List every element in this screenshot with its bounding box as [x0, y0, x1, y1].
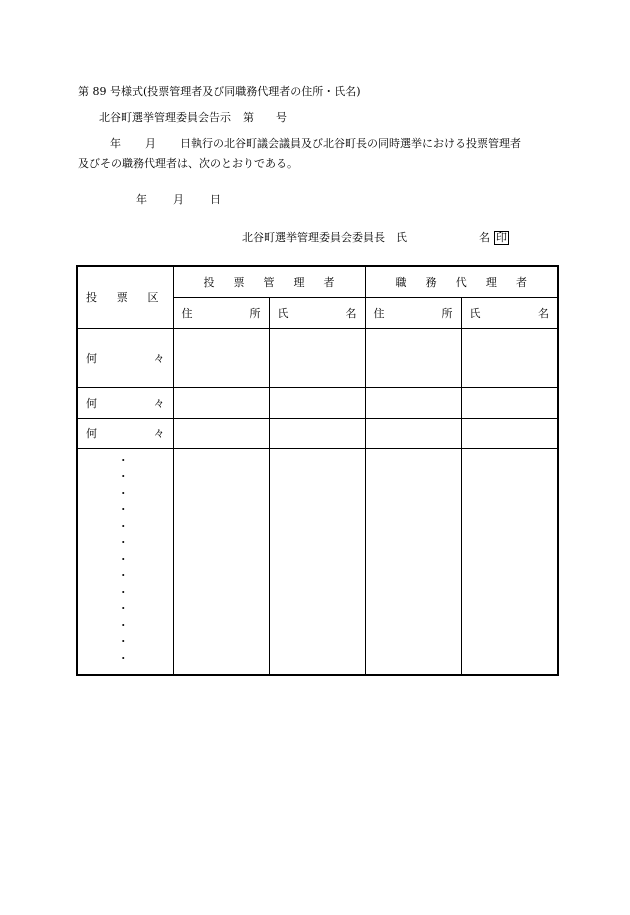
manager-table: [76, 265, 559, 676]
deputy-name-cell[interactable]: [461, 448, 558, 675]
name-char: 名: [538, 306, 549, 320]
ellipsis-dot: ・: [117, 618, 129, 632]
signer-title: 北谷町選挙管理委員会委員長 氏: [242, 231, 407, 244]
body-year: 年: [110, 137, 121, 150]
deputy-address-cell[interactable]: [365, 418, 461, 448]
notice-org: 北谷町選挙管理委員会告示: [99, 111, 231, 124]
row-label: [77, 328, 173, 387]
deputy-header: [365, 266, 558, 297]
deputy-address-cell[interactable]: [365, 387, 461, 418]
ellipsis-dot: ・: [117, 635, 129, 648]
ellipsis-cell: [77, 448, 173, 675]
address-char: 住: [181, 306, 193, 320]
row-label-b: 々: [153, 396, 165, 410]
table-row: [77, 387, 558, 418]
deputy-char: 者: [516, 275, 527, 289]
ellipsis-dot: ・: [117, 453, 129, 467]
manager-name-header: [269, 297, 365, 328]
deputy-name-cell[interactable]: [461, 328, 558, 387]
manager-char: 投: [203, 275, 215, 289]
manager-address-cell[interactable]: [173, 448, 269, 675]
row-label-b: 々: [153, 351, 165, 365]
signer-mei: 名: [479, 231, 490, 244]
body-text-rest: 日執行の北谷町議会議員及び北谷町長の同時選挙における投票管理者: [180, 137, 521, 150]
deputy-char: 理: [485, 275, 497, 289]
date-year: 年: [136, 193, 147, 206]
ellipsis-dot: ・: [117, 519, 129, 533]
ellipsis-dot: ・: [117, 651, 129, 665]
ellipsis-dot: ・: [117, 470, 129, 483]
manager-char: 者: [323, 275, 335, 289]
address-char: 所: [249, 306, 261, 320]
ellipsis-dot: ・: [117, 486, 129, 500]
row-label-a: 何: [86, 351, 97, 365]
district-char: 区: [147, 291, 159, 305]
signer-line: [242, 231, 509, 245]
manager-name-cell[interactable]: [269, 418, 365, 448]
manager-name-cell[interactable]: [269, 387, 365, 418]
manager-char: 理: [293, 275, 305, 289]
manager-name-cell[interactable]: [269, 328, 365, 387]
notice-go: 号: [276, 111, 287, 124]
table-row: [77, 418, 558, 448]
ellipsis-dot: ・: [117, 569, 129, 582]
deputy-address-cell[interactable]: [365, 328, 461, 387]
date-line: [136, 194, 221, 205]
district-char: 票: [116, 291, 128, 305]
deputy-char: 務: [425, 275, 437, 289]
name-char: 氏: [469, 306, 481, 320]
district-char: 投: [86, 291, 97, 305]
form-title: 第 89 号様式(投票管理者及び同職務代理者の住所・氏名): [78, 85, 361, 98]
ellipsis-dot: ・: [117, 503, 129, 516]
ellipsis-dot: ・: [117, 585, 129, 599]
deputy-address-cell[interactable]: [365, 448, 461, 675]
table-row-ellipsis: [77, 448, 558, 675]
row-label-a: 何: [86, 396, 97, 410]
district-header: [77, 266, 173, 328]
table-row: [77, 328, 558, 387]
row-label: [77, 418, 173, 448]
body-month: 月: [145, 137, 156, 150]
manager-address-header: [173, 297, 269, 328]
seal-mark: 印: [496, 231, 507, 244]
manager-address-cell[interactable]: [173, 387, 269, 418]
address-char: 住: [373, 306, 385, 320]
ellipsis-dot: ・: [117, 536, 129, 549]
row-label: [77, 387, 173, 418]
manager-header: [173, 266, 365, 297]
manager-name-cell[interactable]: [269, 448, 365, 675]
deputy-name-cell[interactable]: [461, 418, 558, 448]
date-month: 月: [173, 193, 184, 206]
notice-dai: 第: [243, 111, 254, 124]
deputy-name-cell[interactable]: [461, 387, 558, 418]
manager-address-cell[interactable]: [173, 328, 269, 387]
body-text-line2: 及びその職務代理者は、次のとおりである。: [78, 157, 298, 170]
row-label-a: 何: [86, 427, 97, 440]
address-char: 所: [441, 306, 453, 320]
deputy-char: 職: [395, 275, 407, 289]
name-char: 名: [345, 306, 357, 320]
ellipsis-dots: [76, 449, 171, 668]
date-day: 日: [210, 193, 221, 206]
ellipsis-dot: ・: [117, 602, 129, 615]
deputy-address-header: [365, 297, 461, 328]
deputy-name-header: [461, 297, 558, 328]
name-char: 氏: [277, 306, 289, 320]
row-label-b: 々: [153, 427, 165, 440]
manager-char: 管: [263, 275, 275, 289]
manager-char: 票: [233, 275, 245, 289]
notice-heading: [99, 112, 287, 123]
ellipsis-dot: ・: [117, 552, 129, 566]
deputy-char: 代: [455, 275, 467, 289]
body-text-line1: [110, 138, 521, 149]
manager-address-cell[interactable]: [173, 418, 269, 448]
